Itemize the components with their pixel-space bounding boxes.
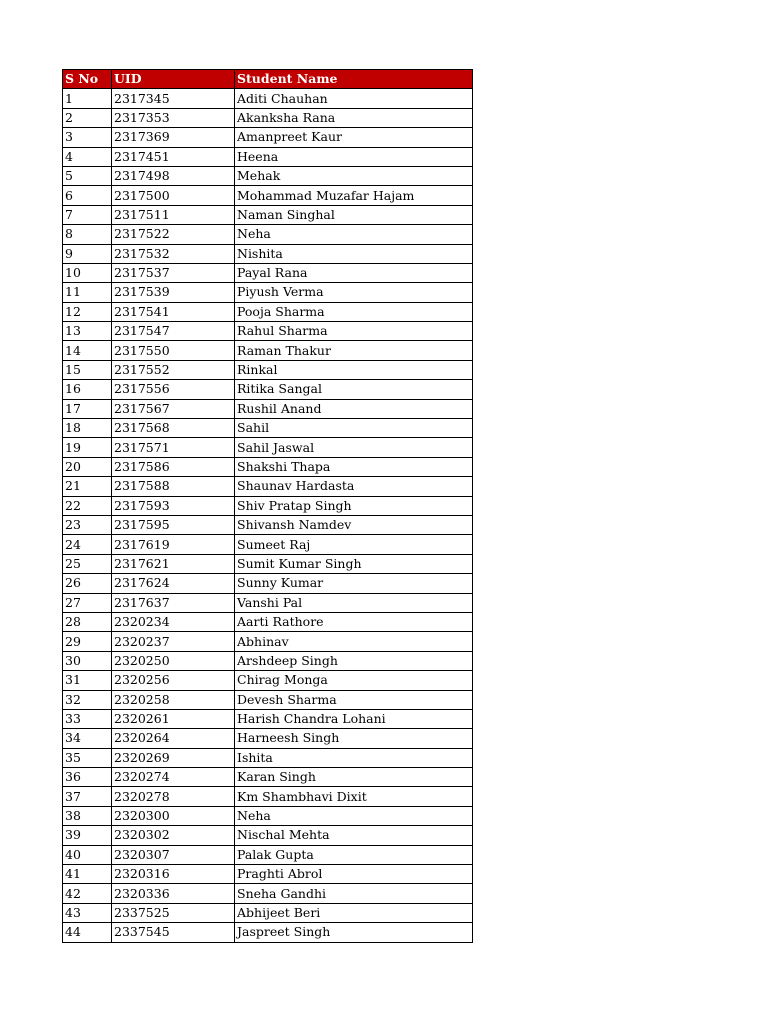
student-name-cell: Karan Singh <box>235 768 473 787</box>
table-row <box>63 612 473 631</box>
table-row <box>63 826 473 845</box>
student-name-cell: Sahil Jaswal <box>235 438 473 457</box>
serial-cell: 36 <box>63 768 112 787</box>
student-name-cell: Amanpreet Kaur <box>235 128 473 147</box>
table-row <box>63 806 473 825</box>
uid-cell: 2317345 <box>112 89 235 108</box>
student-name-cell: Abhijeet Beri <box>235 903 473 922</box>
student-name-cell: Shaunav Hardasta <box>235 477 473 496</box>
serial-cell: 43 <box>63 903 112 922</box>
student-name-cell: Nishita <box>235 244 473 263</box>
student-name-cell: Km Shambhavi Dixit <box>235 787 473 806</box>
student-name-cell: Aarti Rathore <box>235 612 473 631</box>
column-header-uid: UID <box>112 70 235 89</box>
serial-cell: 9 <box>63 244 112 263</box>
serial-cell: 8 <box>63 225 112 244</box>
uid-cell: 2320307 <box>112 845 235 864</box>
uid-cell: 2320250 <box>112 651 235 670</box>
uid-cell: 2317595 <box>112 515 235 534</box>
student-name-cell: Chirag Monga <box>235 671 473 690</box>
serial-cell: 38 <box>63 806 112 825</box>
serial-cell: 32 <box>63 690 112 709</box>
table-row <box>63 535 473 554</box>
uid-cell: 2320302 <box>112 826 235 845</box>
table-row <box>63 283 473 302</box>
serial-cell: 26 <box>63 574 112 593</box>
table-row <box>63 729 473 748</box>
uid-cell: 2317550 <box>112 341 235 360</box>
serial-cell: 13 <box>63 322 112 341</box>
uid-cell: 2317586 <box>112 457 235 476</box>
table-row <box>63 244 473 263</box>
uid-cell: 2317637 <box>112 593 235 612</box>
table-row <box>63 709 473 728</box>
serial-cell: 39 <box>63 826 112 845</box>
table-row <box>63 748 473 767</box>
uid-cell: 2320256 <box>112 671 235 690</box>
serial-cell: 25 <box>63 554 112 573</box>
table-row <box>63 768 473 787</box>
uid-cell: 2320269 <box>112 748 235 767</box>
uid-cell: 2337545 <box>112 923 235 942</box>
table-row <box>63 147 473 166</box>
uid-cell: 2320264 <box>112 729 235 748</box>
uid-cell: 2317619 <box>112 535 235 554</box>
serial-cell: 40 <box>63 845 112 864</box>
table-row <box>63 515 473 534</box>
serial-cell: 14 <box>63 341 112 360</box>
student-name-cell: Raman Thakur <box>235 341 473 360</box>
student-name-cell: Praghti Abrol <box>235 865 473 884</box>
uid-cell: 2317621 <box>112 554 235 573</box>
serial-cell: 28 <box>63 612 112 631</box>
serial-cell: 42 <box>63 884 112 903</box>
table-row <box>63 865 473 884</box>
uid-cell: 2320274 <box>112 768 235 787</box>
table-row <box>63 186 473 205</box>
student-name-cell: Shivansh Namdev <box>235 515 473 534</box>
serial-cell: 16 <box>63 380 112 399</box>
student-name-cell: Sahil <box>235 419 473 438</box>
uid-cell: 2317556 <box>112 380 235 399</box>
uid-cell: 2320237 <box>112 632 235 651</box>
table-header <box>63 70 473 89</box>
table-row <box>63 457 473 476</box>
uid-cell: 2317511 <box>112 205 235 224</box>
table-row <box>63 651 473 670</box>
serial-cell: 41 <box>63 865 112 884</box>
serial-cell: 19 <box>63 438 112 457</box>
student-name-cell: Aditi Chauhan <box>235 89 473 108</box>
uid-cell: 2317568 <box>112 419 235 438</box>
table-row <box>63 671 473 690</box>
student-name-cell: Pooja Sharma <box>235 302 473 321</box>
uid-cell: 2317571 <box>112 438 235 457</box>
student-name-cell: Sunny Kumar <box>235 574 473 593</box>
serial-cell: 27 <box>63 593 112 612</box>
serial-cell: 2 <box>63 108 112 127</box>
student-name-cell: Rinkal <box>235 360 473 379</box>
table-row <box>63 399 473 418</box>
student-table <box>62 69 473 943</box>
table-row <box>63 225 473 244</box>
table-row <box>63 419 473 438</box>
student-name-cell: Ishita <box>235 748 473 767</box>
table-row <box>63 554 473 573</box>
serial-cell: 21 <box>63 477 112 496</box>
student-name-cell: Vanshi Pal <box>235 593 473 612</box>
table-row <box>63 593 473 612</box>
header-row <box>63 70 473 89</box>
uid-cell: 2320261 <box>112 709 235 728</box>
table-row <box>63 302 473 321</box>
column-header-sno: S No <box>63 70 112 89</box>
serial-cell: 10 <box>63 263 112 282</box>
student-name-cell: Shiv Pratap Singh <box>235 496 473 515</box>
table-row <box>63 690 473 709</box>
student-name-cell: Devesh Sharma <box>235 690 473 709</box>
uid-cell: 2320234 <box>112 612 235 631</box>
serial-cell: 20 <box>63 457 112 476</box>
serial-cell: 33 <box>63 709 112 728</box>
student-name-cell: Jaspreet Singh <box>235 923 473 942</box>
uid-cell: 2317541 <box>112 302 235 321</box>
serial-cell: 23 <box>63 515 112 534</box>
serial-cell: 37 <box>63 787 112 806</box>
student-name-cell: Mohammad Muzafar Hajam <box>235 186 473 205</box>
table-row <box>63 477 473 496</box>
serial-cell: 6 <box>63 186 112 205</box>
serial-cell: 1 <box>63 89 112 108</box>
student-name-cell: Rahul Sharma <box>235 322 473 341</box>
serial-cell: 30 <box>63 651 112 670</box>
serial-cell: 18 <box>63 419 112 438</box>
student-name-cell: Akanksha Rana <box>235 108 473 127</box>
serial-cell: 34 <box>63 729 112 748</box>
uid-cell: 2320300 <box>112 806 235 825</box>
student-name-cell: Neha <box>235 806 473 825</box>
uid-cell: 2317522 <box>112 225 235 244</box>
serial-cell: 15 <box>63 360 112 379</box>
column-header-student-name: Student Name <box>235 70 473 89</box>
serial-cell: 24 <box>63 535 112 554</box>
table-body <box>63 89 473 942</box>
student-name-cell: Harish Chandra Lohani <box>235 709 473 728</box>
serial-cell: 3 <box>63 128 112 147</box>
student-name-cell: Payal Rana <box>235 263 473 282</box>
serial-cell: 31 <box>63 671 112 690</box>
table-row <box>63 128 473 147</box>
uid-cell: 2317353 <box>112 108 235 127</box>
table-row <box>63 166 473 185</box>
uid-cell: 2317552 <box>112 360 235 379</box>
student-name-cell: Palak Gupta <box>235 845 473 864</box>
table-row <box>63 574 473 593</box>
table-row <box>63 89 473 108</box>
student-name-cell: Ritika Sangal <box>235 380 473 399</box>
table-row <box>63 108 473 127</box>
serial-cell: 29 <box>63 632 112 651</box>
student-name-cell: Nischal Mehta <box>235 826 473 845</box>
table-row <box>63 205 473 224</box>
table-row <box>63 341 473 360</box>
uid-cell: 2317593 <box>112 496 235 515</box>
student-name-cell: Sneha Gandhi <box>235 884 473 903</box>
table-row <box>63 903 473 922</box>
student-name-cell: Harneesh Singh <box>235 729 473 748</box>
uid-cell: 2320336 <box>112 884 235 903</box>
student-name-cell: Piyush Verma <box>235 283 473 302</box>
uid-cell: 2317588 <box>112 477 235 496</box>
table-row <box>63 496 473 515</box>
student-name-cell: Neha <box>235 225 473 244</box>
uid-cell: 2317369 <box>112 128 235 147</box>
serial-cell: 7 <box>63 205 112 224</box>
serial-cell: 17 <box>63 399 112 418</box>
uid-cell: 2317539 <box>112 283 235 302</box>
table-row <box>63 923 473 942</box>
student-name-cell: Heena <box>235 147 473 166</box>
student-name-cell: Sumit Kumar Singh <box>235 554 473 573</box>
table-row <box>63 632 473 651</box>
table-row <box>63 845 473 864</box>
serial-cell: 12 <box>63 302 112 321</box>
student-name-cell: Naman Singhal <box>235 205 473 224</box>
student-name-cell: Arshdeep Singh <box>235 651 473 670</box>
table-row <box>63 360 473 379</box>
table-row <box>63 322 473 341</box>
uid-cell: 2317451 <box>112 147 235 166</box>
table-row <box>63 380 473 399</box>
uid-cell: 2317547 <box>112 322 235 341</box>
student-name-cell: Mehak <box>235 166 473 185</box>
uid-cell: 2320258 <box>112 690 235 709</box>
uid-cell: 2337525 <box>112 903 235 922</box>
serial-cell: 5 <box>63 166 112 185</box>
serial-cell: 35 <box>63 748 112 767</box>
student-name-cell: Rushil Anand <box>235 399 473 418</box>
student-name-cell: Abhinav <box>235 632 473 651</box>
student-name-cell: Shakshi Thapa <box>235 457 473 476</box>
student-name-cell: Sumeet Raj <box>235 535 473 554</box>
table-row <box>63 787 473 806</box>
table-row <box>63 263 473 282</box>
uid-cell: 2320278 <box>112 787 235 806</box>
serial-cell: 22 <box>63 496 112 515</box>
table-row <box>63 438 473 457</box>
table-row <box>63 884 473 903</box>
serial-cell: 44 <box>63 923 112 942</box>
uid-cell: 2317537 <box>112 263 235 282</box>
uid-cell: 2317624 <box>112 574 235 593</box>
serial-cell: 4 <box>63 147 112 166</box>
serial-cell: 11 <box>63 283 112 302</box>
uid-cell: 2317532 <box>112 244 235 263</box>
uid-cell: 2317500 <box>112 186 235 205</box>
uid-cell: 2320316 <box>112 865 235 884</box>
uid-cell: 2317567 <box>112 399 235 418</box>
uid-cell: 2317498 <box>112 166 235 185</box>
